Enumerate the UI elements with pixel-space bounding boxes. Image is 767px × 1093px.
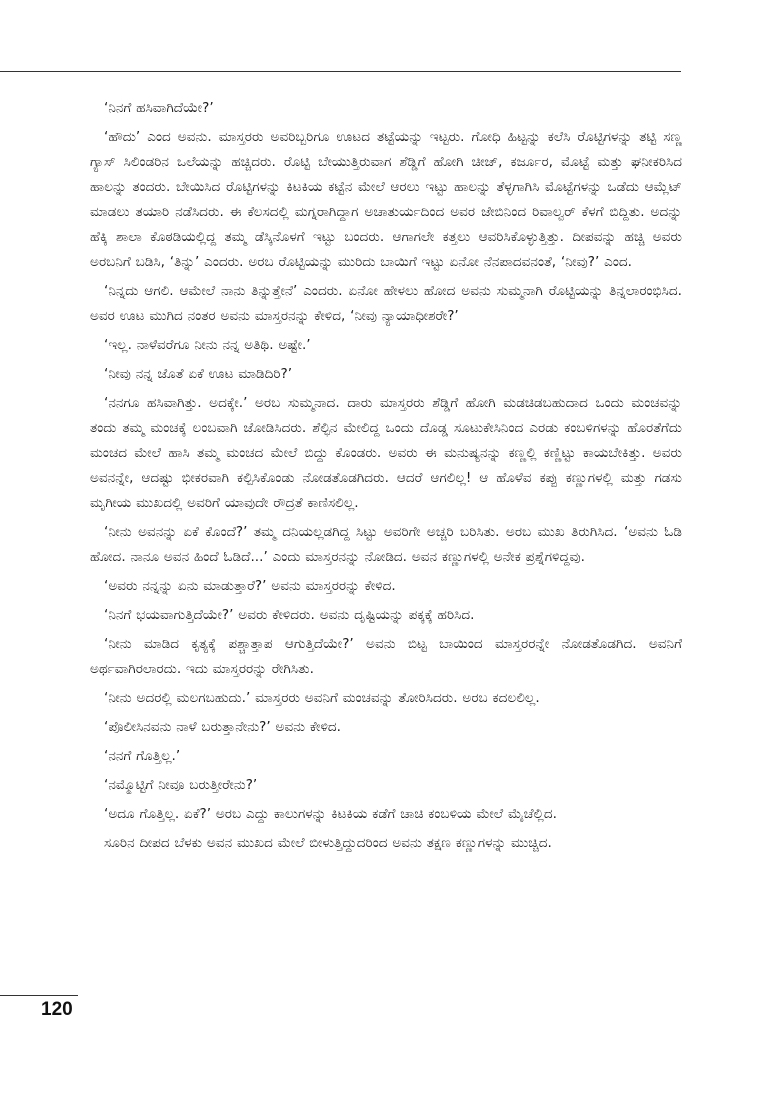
paragraph: ‘ಇಲ್ಲ. ನಾಳೆವರೆಗೂ ನೀನು ನನ್ನ ಅತಿಥಿ. ಅಷ್ಟೇ.’: [104, 337, 311, 353]
paragraph: ‘ನಮ್ಮೊಟ್ಟಿಗೆ ನೀವೂ ಬರುತ್ತೀರೇನು?’: [104, 777, 258, 793]
paragraph: ‘ನಿನಗೆ ಹಸಿವಾಗಿದೆಯೇ?’: [104, 100, 214, 116]
paragraph: ‘ಅವರು ನನ್ನನ್ನು ಏನು ಮಾಡುತ್ತಾರೆ?’ ಅವನು ಮಾಸ್ತರರನ್ನು ಕೇಳಿದ.: [104, 578, 396, 594]
footer-rule: [0, 995, 78, 996]
paragraph: ‘ನೀನು ಅದರಲ್ಲಿ ಮಲಗಬಹುದು.’ ಮಾಸ್ತರರು ಅವನಿಗೆ ಮಂಚವನ್ನು ತೋರಿಸಿದರು. ಅರಬ ಕದಲಲಿಲ್ಲ.: [104, 690, 540, 706]
page-number: 120: [41, 999, 73, 1020]
header-rule: [0, 71, 681, 72]
page-body: [90, 96, 682, 860]
paragraph: ‘ನೀವು ನನ್ನ ಜೊತೆ ಏಕೆ ಊಟ ಮಾಡಿದಿರಿ?’: [104, 366, 293, 382]
paragraph: ‘ಪೊಲೀಸಿನವನು ನಾಳೆ ಬರುತ್ತಾನೇನು?’ ಅವನು ಕೇಳಿದ.: [104, 719, 341, 735]
paragraph: ಸೂರಿನ ದೀಪದ ಬೆಳಕು ಅವನ ಮುಖದ ಮೇಲೆ ಬೀಳುತ್ತಿದ್ದುದರಿಂದ ಅವನು ತಕ್ಷಣ ಕಣ್ಣುಗಳನ್ನು ಮುಚ್ಚಿದ.: [104, 835, 552, 851]
paragraph: ‘ನನಗೂ ಹಸಿವಾಗಿತ್ತು. ಅದಕ್ಕೇ.’ ಅರಬ ಸುಮ್ಮನಾದ. ದಾರು ಮಾಸ್ತರರು ಶೆಡ್ಡಿಗೆ ಹೋಗಿ ಮಡಚಿಡಬಹುದಾದ ಒಂದು ಮಂಚವನ್ನು ತಂದು ತಮ್ಮ ಮಂಚಕ್ಕೆ ಲಂಬವಾಗಿ ಜೋಡಿಸಿದರು. ಶೆಲ್ಫಿನ ಮೇಲಿದ್ದ ಒಂದು ದೊಡ್ಡ ಸೂಟುಕೇಸಿನಿಂದ ಎರಡು ಕಂಬಳಿಗಳನ್ನು ಹೊರತೆಗೆದು ಮಂಚದ ಮೇಲೆ ಹಾಸಿ ತಮ್ಮ ಮಂಚದ ಮೇಲೆ ಬಿದ್ದು ಕೊಂಡರು. ಅವರು ಈ ಮನುಷ್ಯನನ್ನು ಕಣ್ಣಲ್ಲಿ ಕಣ್ಣಿಟ್ಟು ಕಾಯಬೇಕಿತ್ತು. ಅವರು ಅವನನ್ನೇ, ಆದಷ್ಟು ಭೀಕರವಾಗಿ ಕಲ್ಪಿಸಿಕೊಂಡು ನೋಡತೊಡಗಿದರು. ಆದರೆ ಆಗಲಿಲ್ಲ! ಆ ಹೊಳೆವ ಕಪ್ಪು ಕಣ್ಣುಗಳಲ್ಲಿ ಮತ್ತು ಗಡಸು ಮೃಗೀಯ ಮುಖದಲ್ಲಿ ಅವರಿಗೆ ಯಾವುದೇ ರೌದ್ರತೆ ಕಾಣಿಸಲಿಲ್ಲ.: [90, 395, 682, 511]
paragraph: ‘ನನಗೆ ಗೊತ್ತಿಲ್ಲ.’: [104, 748, 181, 764]
paragraph: ‘ನೀನು ಅವನನ್ನು ಏಕೆ ಕೊಂದೆ?’ ತಮ್ಮ ದನಿಯಲ್ಲಡಗಿದ್ದ ಸಿಟ್ಟು ಅವರಿಗೇ ಅಚ್ಚರಿ ಬರಿಸಿತು. ಅರಬ ಮುಖ ತಿರುಗಿಸಿದ. ‘ಅವನು ಓಡಿ ಹೋದ. ನಾನೂ ಅವನ ಹಿಂದೆ ಓಡಿದೆ...’ ಎಂದು ಮಾಸ್ತರನನ್ನು ನೋಡಿದ. ಅವನ ಕಣ್ಣುಗಳಲ್ಲಿ ಅನೇಕ ಪ್ರಶ್ನೆಗಳಿದ್ದವು.: [90, 524, 682, 565]
paragraph: ‘ನಿನಗೆ ಭಯವಾಗುತ್ತಿದೆಯೇ?’ ಅವರು ಕೇಳಿದರು. ಅವನು ದೃಷ್ಟಿಯನ್ನು ಪಕ್ಕಕ್ಕೆ ಹರಿಸಿದ.: [104, 607, 475, 623]
paragraph: ‘ನಿನ್ನದು ಆಗಲಿ. ಆಮೇಲೆ ನಾನು ತಿನ್ನುತ್ತೇನೆ’ ಎಂದರು. ಏನೋ ಹೇಳಲು ಹೋದ ಅವನು ಸುಮ್ಮನಾಗಿ ರೊಟ್ಟಿಯನ್ನು ತಿನ್ನಲಾರಂಭಿಸಿದ. ಅವರ ಊಟ ಮುಗಿದ ನಂತರ ಅವನು ಮಾಸ್ತರನನ್ನು ಕೇಳಿದ, ‘ನೀವು ನ್ಯಾಯಾಧೀಶರೇ?’: [90, 283, 682, 324]
paragraph: ‘ಅದೂ ಗೊತ್ತಿಲ್ಲ. ಏಕೆ?’ ಅರಬ ಎದ್ದು ಕಾಲುಗಳನ್ನು ಕಿಟಕಿಯ ಕಡೆಗೆ ಚಾಚಿ ಕಂಬಳಿಯ ಮೇಲೆ ಮೈಚೆಲ್ಲಿದ.: [104, 806, 557, 822]
paragraph: ‘ನೀನು ಮಾಡಿದ ಕೃತ್ಯಕ್ಕೆ ಪಶ್ಚಾತ್ತಾಪ ಆಗುತ್ತಿದೆಯೇ?’ ಅವನು ಬಿಟ್ಟ ಬಾಯಿಂದ ಮಾಸ್ತರರನ್ನೇ ನೋಡತೊಡಗಿದ. ಅವನಿಗೆ ಅರ್ಥವಾಗಿರಲಾರದು. ಇದು ಮಾಸ್ತರರನ್ನು ರೇಗಿಸಿತು.: [90, 636, 682, 677]
paragraph: ‘ಹೌದು’ ಎಂದ ಅವನು. ಮಾಸ್ತರರು ಅವರಿಬ್ಬರಿಗೂ ಊಟದ ತಟ್ಟೆಯನ್ನು ಇಟ್ಟರು. ಗೋಧಿ ಹಿಟ್ಟನ್ನು ಕಲೆಸಿ ರೊಟ್ಟಿಗಳನ್ನು ತಟ್ಟಿ ಸಣ್ಣ ಗ್ಯಾಸ್ ಸಿಲಿಂಡರಿನ ಒಲೆಯನ್ನು ಹಚ್ಚಿದರು. ರೊಟ್ಟಿ ಬೇಯುತ್ತಿರುವಾಗ ಶೆಡ್ಡಿಗೆ ಹೋಗಿ ಚೀಜ್, ಕರ್ಜೂರ, ಮೊಟ್ಟೆ ಮತ್ತು ಘನೀಕರಿಸಿದ ಹಾಲನ್ನು ತಂದರು. ಬೇಯಿಸಿದ ರೊಟ್ಟಿಗಳನ್ನು ಕಿಟಕಿಯ ಕಟ್ಟೆನ ಮೇಲೆ ಆರಲು ಇಟ್ಟು ಹಾಲನ್ನು ತೆಳ್ಳಗಾಗಿಸಿ ಮೊಟ್ಟೆಗಳನ್ನು ಒಡೆದು ಆಮ್ಲೆಟ್ ಮಾಡಲು ತಯಾರಿ ನಡೆಸಿದರು. ಈ ಕೆಲಸದಲ್ಲಿ ಮಗ್ನರಾಗಿದ್ದಾಗ ಅಚಾತುರ್ಯದಿಂದ ಅವರ ಜೇಬಿನಿಂದ ರಿವಾಲ್ವರ್ ಕೆಳಗೆ ಬಿದ್ದಿತು. ಅದನ್ನು ಹೆಕ್ಕಿ ಶಾಲಾ ಕೊಠಡಿಯಲ್ಲಿದ್ದ ತಮ್ಮ ಡೆಸ್ಕಿನೊಳಗೆ ಇಟ್ಟು ಬಂದರು. ಆಗಾಗಲೇ ಕತ್ತಲು ಆವರಿಸಿಕೊಳ್ಳುತ್ತಿತ್ತು. ದೀಪವನ್ನು ಹಚ್ಚಿ ಅವರು ಅರಬನಿಗೆ ಬಡಿಸಿ, ‘ತಿನ್ನು’ ಎಂದರು. ಅರಬ ರೊಟ್ಟಿಯನ್ನು ಮುರಿದು ಬಾಯಿಗೆ ಇಟ್ಟು ಏನೋ ನೆನಪಾದವನಂತೆ, ‘ನೀವು?’ ಎಂದ.: [90, 129, 682, 270]
